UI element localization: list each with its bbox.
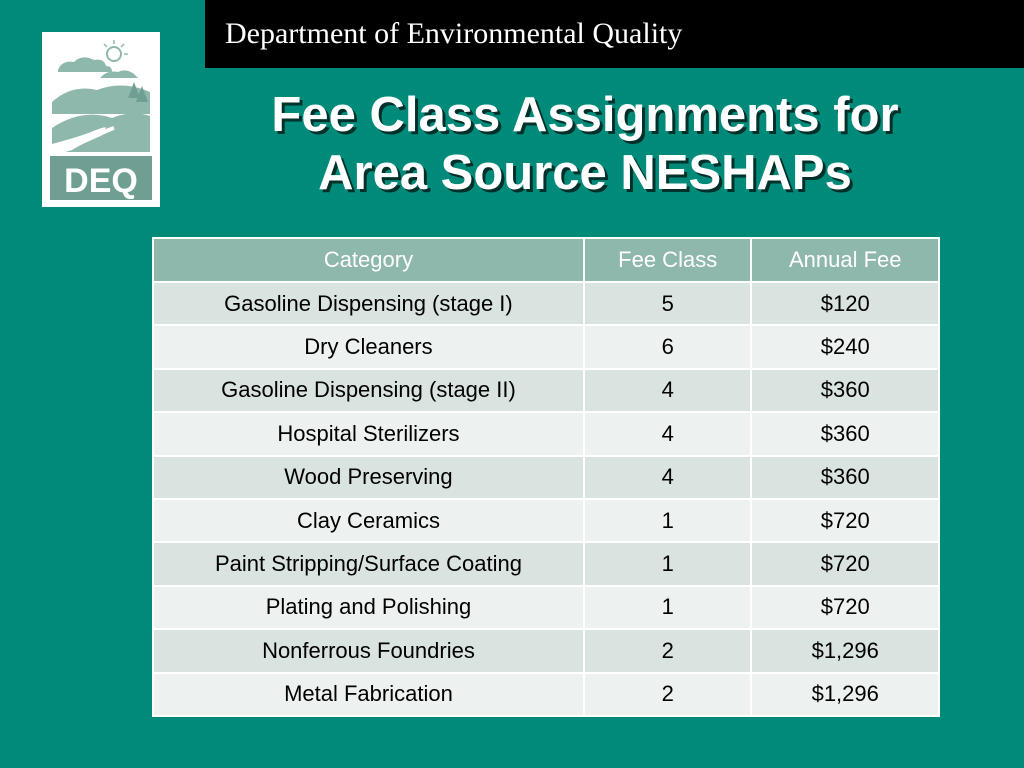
annual-fee-cell: $720 xyxy=(751,586,939,629)
table-row xyxy=(153,586,939,629)
annual-fee-cell: $720 xyxy=(751,542,939,585)
fee-class-cell: 2 xyxy=(584,673,752,716)
category-cell: Clay Ceramics xyxy=(153,499,584,542)
annual-fee-cell: $1,296 xyxy=(751,673,939,716)
category-cell: Plating and Polishing xyxy=(153,586,584,629)
table-row xyxy=(153,673,939,716)
fee-class-cell: 1 xyxy=(584,499,752,542)
table-row xyxy=(153,456,939,499)
fee-class-cell: 1 xyxy=(584,542,752,585)
column-header-category: Category xyxy=(153,238,584,282)
title-line-1: Fee Class Assignments for xyxy=(271,88,899,142)
fee-class-cell: 5 xyxy=(584,282,752,325)
fee-class-cell: 4 xyxy=(584,456,752,499)
category-cell: Paint Stripping/Surface Coating xyxy=(153,542,584,585)
category-cell: Dry Cleaners xyxy=(153,325,584,368)
fee-class-cell: 4 xyxy=(584,412,752,455)
fee-class-cell: 4 xyxy=(584,369,752,412)
table-row xyxy=(153,412,939,455)
category-cell: Gasoline Dispensing (stage I) xyxy=(153,282,584,325)
deq-landscape-logo-icon xyxy=(42,32,160,207)
page-title xyxy=(175,86,995,202)
category-cell: Wood Preserving xyxy=(153,456,584,499)
deq-logo-text: DEQ xyxy=(64,162,138,200)
table-row xyxy=(153,325,939,368)
annual-fee-cell: $240 xyxy=(751,325,939,368)
fee-class-cell: 1 xyxy=(584,586,752,629)
table-row xyxy=(153,499,939,542)
title-line-2: Area Source NESHAPs xyxy=(318,146,852,200)
category-cell: Nonferrous Foundries xyxy=(153,629,584,672)
deq-logo xyxy=(42,32,160,207)
column-header-fee-class: Fee Class xyxy=(584,238,752,282)
annual-fee-cell: $360 xyxy=(751,456,939,499)
table-row xyxy=(153,629,939,672)
table-row xyxy=(153,369,939,412)
header-bar xyxy=(205,0,1024,68)
category-cell: Metal Fabrication xyxy=(153,673,584,716)
table-header-row xyxy=(153,238,939,282)
fee-class-table xyxy=(152,237,940,717)
annual-fee-cell: $1,296 xyxy=(751,629,939,672)
fee-class-cell: 2 xyxy=(584,629,752,672)
annual-fee-cell: $720 xyxy=(751,499,939,542)
organization-name: Department of Environmental Quality xyxy=(225,17,683,50)
table-row xyxy=(153,282,939,325)
annual-fee-cell: $360 xyxy=(751,412,939,455)
annual-fee-cell: $360 xyxy=(751,369,939,412)
annual-fee-cell: $120 xyxy=(751,282,939,325)
column-header-annual-fee: Annual Fee xyxy=(751,238,939,282)
fee-class-cell: 6 xyxy=(584,325,752,368)
category-cell: Hospital Sterilizers xyxy=(153,412,584,455)
category-cell: Gasoline Dispensing (stage II) xyxy=(153,369,584,412)
table-row xyxy=(153,542,939,585)
